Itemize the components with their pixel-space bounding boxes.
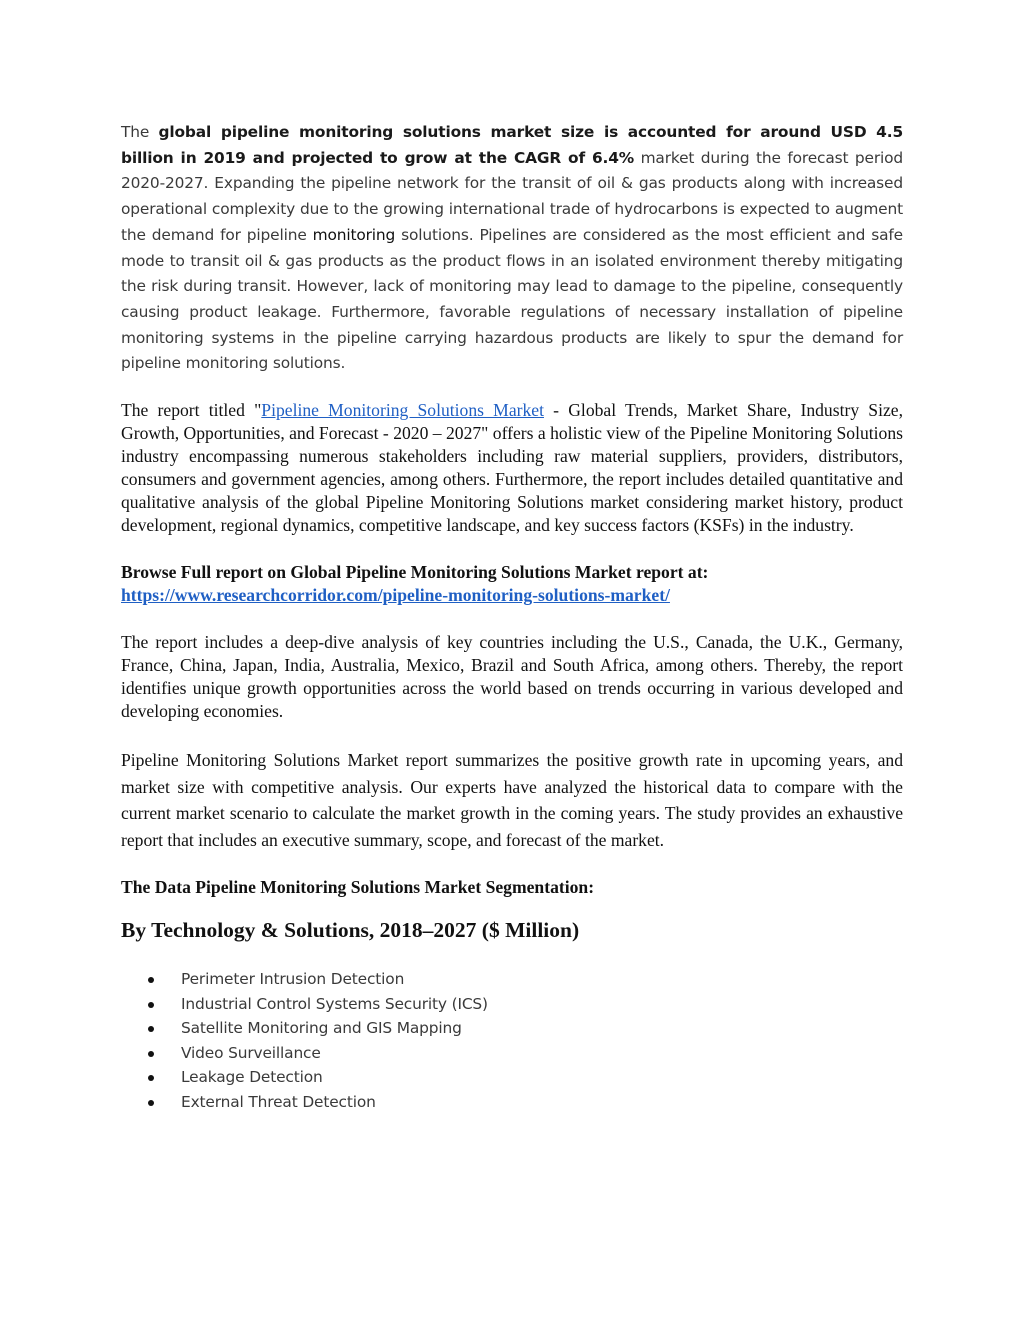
list-item bbox=[121, 967, 903, 992]
list-item-label: Perimeter Intrusion Detection bbox=[181, 970, 405, 989]
document-page bbox=[121, 120, 903, 1114]
list-item bbox=[121, 992, 903, 1017]
list-item-label: External Threat Detection bbox=[181, 1092, 376, 1111]
intro-the: The bbox=[121, 123, 150, 141]
technology-list bbox=[121, 967, 903, 1114]
bullet-icon bbox=[148, 1100, 154, 1106]
list-item bbox=[121, 1016, 903, 1041]
bullet-icon bbox=[148, 1026, 154, 1032]
technology-heading: By Technology & Solutions, 2018–2027 ($ Million) bbox=[121, 918, 580, 943]
bullet-icon bbox=[148, 1051, 154, 1057]
countries-paragraph: The report includes a deep-dive analysis of key countries including the U.S., Canada, the U.K., Germany, France, China, Japan, India, Australia, Mexico, Brazil and South Africa, among others. Thereby, the report identifies unique growth opportunities across the world based on trends occurring in various developed and developing economies. bbox=[121, 632, 903, 722]
intro-paragraph bbox=[121, 120, 903, 377]
list-item bbox=[121, 1065, 903, 1090]
segmentation-heading: The Data Pipeline Monitoring Solutions Market Segmentation: bbox=[121, 877, 595, 898]
browse-label: Browse Full report on Global Pipeline Monitoring Solutions Market report at: bbox=[121, 562, 709, 583]
list-item-label: Video Surveillance bbox=[181, 1043, 321, 1062]
list-item-label: Industrial Control Systems Security (ICS) bbox=[181, 994, 488, 1013]
summary-paragraph: Pipeline Monitoring Solutions Market report summarizes the positive growth rate in upcoming years, and market size with competitive analysis. Our experts have analyzed the historical data to compare with the current market scenario to calculate the market growth in the coming years. The study provides an exhaustive report that includes an executive summary, scope, and forecast of the market. bbox=[121, 750, 903, 850]
browse-url-link[interactable]: https://www.researchcorridor.com/pipeline-monitoring-solutions-market/ bbox=[121, 585, 670, 606]
list-item-label: Satellite Monitoring and GIS Mapping bbox=[181, 1019, 462, 1038]
report-prefix: The report titled " bbox=[121, 400, 262, 421]
bullet-icon bbox=[148, 1002, 154, 1008]
intro-monitoring-word: monitoring bbox=[312, 225, 396, 244]
intro-rest-b: solutions. Pipelines are considered as the most efficient and safe mode to transit oil & gas products as the product flows in an isolated environment thereby mitigating the risk during transit. However, lack of monitoring may lead to damage to the pipeline, consequently causing product leakage. Furthermore, favorable regulations of necessary installation of pipeline monitoring systems in the pipeline carrying hazardous products are likely to spur the demand for pipeline monitoring solutions. bbox=[121, 225, 903, 373]
report-market-link[interactable]: Pipeline Monitoring Solutions Market bbox=[261, 400, 544, 421]
bullet-icon bbox=[148, 1075, 154, 1081]
bullet-icon bbox=[148, 977, 154, 983]
intro-bold-lead: global pipeline monitoring solutions market size is accounted for around USD 4.5 billion in 2019 and projected to grow at the CAGR of 6.4% bbox=[121, 123, 903, 167]
report-paragraph bbox=[121, 399, 903, 537]
list-item bbox=[121, 1041, 903, 1066]
browse-section bbox=[121, 561, 903, 607]
report-suffix: - Global Trends, Market Share, Industry Size, Growth, Opportunities, and Forecast - 2020 – 2027" offers a holistic view of the Pipeline Monitoring Solutions industry encompassing numerous stakeholders including raw material suppliers, providers, distributors, consumers and government agencies, among others. Furthermore, the report includes detailed quantitative and qualitative analysis of the global Pipeline Monitoring Solutions market considering market history, product development, regional dynamics, competitive landscape, and key success factors (KSFs) in the industry. bbox=[121, 400, 903, 536]
list-item bbox=[121, 1090, 903, 1115]
list-item-label: Leakage Detection bbox=[181, 1068, 323, 1087]
intro-rest-a: market during the forecast period 2020-2027. Expanding the pipeline network for the transit of oil & gas products along with increased operational complexity due to the growing international trade of hydrocarbons is expected to augment the demand for pipeline bbox=[121, 148, 904, 244]
